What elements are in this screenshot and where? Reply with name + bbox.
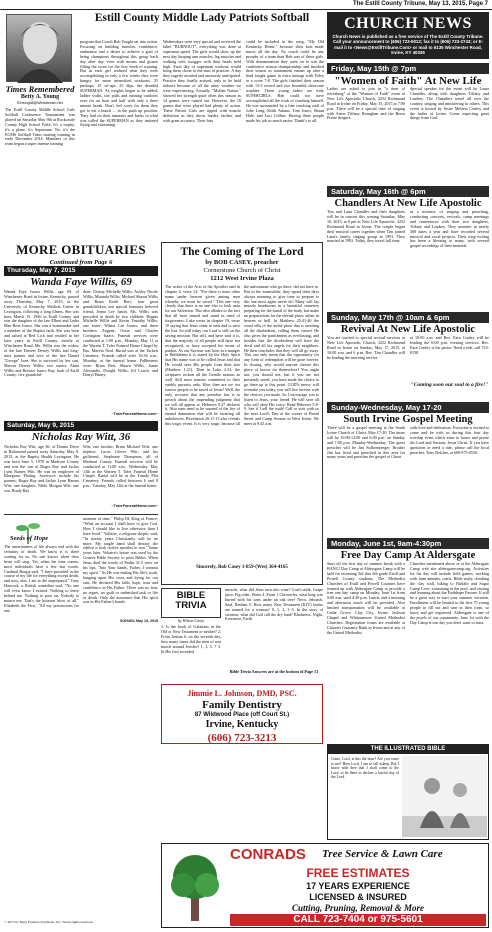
conrads-phone: CALL 723-7404 or 975-5601: [230, 914, 486, 926]
trivia-col1: 1. Is the book of Galatians in the Old or New Testament or neither? 2. From Joshua 6, on the seventh day, how many times did the men of war march around Jericho? 1, 3, 5, 7 3. In His first recorded: [161, 625, 221, 654]
conrads-service: Tree Service & Lawn Care: [322, 848, 443, 860]
author-photo: [6, 14, 72, 82]
obit1-col2: dren: Christy Michelle Willis, Ashley Nicole Willis, Miranda Willis, Michael Shawn Willis and Brian Keith Bert; four great grandchildren, one special honorary beloved friend, Jenna Lee Justin. Ms. Willis was preceded in death by two children: Regina Michelle Willis and Kevin Timothy Willis; one sister: Wilma Lee Isaacs; and three brothers: Eugene, Oscar and Charles Covington Isaacs. Funeral services were conducted at 1:00 p.m., Monday, May 11 at the Warren T. Toler Funeral Home Chapel by Bro. Marvin Neal. Burial was at the Tackett Cemetery. Friends called after 10:30 a.m., Monday, at the funeral home. Pallbearers were: Brian Bert, Shawn Willis, Jamie Alexander, Dwight Willis, Ed Couch, and Darryl Haney.: [83, 290, 158, 378]
sermon-church: Cornerstone Church of Christ: [203, 266, 281, 274]
event-title: South Irvine Gospel Meeting: [343, 414, 473, 426]
event-gospel-meeting: [327, 402, 489, 536]
church-news-intro: Church News is published as a free service of The Estill County Tribune. Call your announcement to (606) 723-5012; fax it to (606) 723-2743; or E-mail it to <News@EstillTribune.Com> or mail to 6135 Winchester Road, Irvine, KY 40336: [332, 33, 484, 56]
event-col1: There will be a gospel meeting at the South Irvine Church of Christ, May 17-20. The times will be 10:00-12:00 and 6:00 p.m. on Sunday and 7:00 p.m. Monday-Wednesday. The guest preacher will be Jim Sulhonsteeger. Brother Jim has lived and preached in this area for many years and preaches the gospel of Christ: [327, 426, 405, 460]
running-head-text: The Estill County Tribune, May 13, 2015, Page 7: [352, 1, 488, 7]
trivia-title: BIBLE TRIVIA: [175, 590, 207, 611]
footer-copyright: © 2015 by King Features Syndicate, Inc. World rights reserved.: [4, 920, 94, 924]
event-chandlers: [327, 186, 489, 310]
event-title: "Women of Faith" At New Life: [334, 75, 482, 88]
times-remembered-author: Betty A. Young: [20, 94, 60, 100]
seeds-col2: moment of time." Philip III, King of France: "What an account I shall have to give God. How I should like to live otherwise than I have lived." Voltaire, a religious skeptic said, "In twenty years Christianity will be no more. My single hand shall destroy the edifice it took twelve apostles to rear." Some years later, Voltaire's house was used by the Geneva Bible Society to print Bibles. When Jesus died the words of Psalm 31:5 were on his lips, "Into Your hands, Father, I commit my spirit." As He was ending His life's work, hanging upon His cross and dying for our sins, He declared His faith, hope, trust and confidence in His Father. There was no fear, no regret, no guilt or unfinished task or life or death. Only the assurance that His spirit was in His Father's hands.: [83, 517, 158, 605]
tree-image: [165, 847, 225, 924]
event-col2: in a ministry of singing and preaching, conducting concerts, revivals, camp meetings and conferences with their two daughters, Tiffany and Lindsey. They minister in nearly 300 dates a year and have recorded several musical and vocal projects. Their song writing has been a blessing to many, with several gospel recordings of their material.: [410, 210, 489, 249]
sermon-author: by BOB CASEY, preacher: [205, 259, 279, 267]
event-date: Saturday, May 16th @ 6pm: [327, 186, 489, 197]
conrads-name: CONRADS: [230, 846, 306, 863]
trivia-byline: by Wilson Casey: [177, 618, 205, 623]
running-head: [0, 0, 492, 10]
seeds-credit: SOH403- May 13, 2015: [120, 619, 158, 623]
event-date: Sunday-Wednesday, May 17-20: [327, 402, 489, 413]
softball-article: [4, 12, 324, 239]
softball-col1: program that Coach Bob Vaught set into action. Focusing on building muscles, confidence, endurance and a desire to achieve a goal of being champions throughout this group back day after day, even with moans and groans filling the room for the first week of training. But as each girl realized what they were accomplishing in only a few weeks they were hungry for more intensified workouts. 25 pushups, 25 sit-ups, 25 dips, the dreaded SUPERMAN. As weights began to be added, ladder walks, tire pulls and running outdoors over for an hour and half with only a three minute break. Don't feel sorry for them they got to eat a bunch ... in the push up position. They laid on their tummies and backs in what was called the SUPERMAN as they imitated flying and swimming.: [80, 40, 158, 128]
obit2-col1: Nicholas Ray Witt, age 36, of Donna Drive in Richmond passed away Saturday, May 9, 2015, at the Baptist Health Lexington. He was born June 5, 1978 in Madison County and was the son of Roger Ray and Jackie Lynn Barnes Witt. He was an employee of Bluegrass Plating. Survivors include his parents, Roger Ray and Jackie Lynn Barnes Witt; one daughter, Nikki Morgan Witt; one son, Brady Ray: [4, 445, 79, 494]
softball-col2: Wednesdays were very special and received the label "BURNOUT", everything was done at superman speed. The girls would show up the next day limping arm muscles, leg muscles and walking with swagger with their heads held high. Each day of superman workout would bring them closer to the start of practice. A day they eagerly awaited and anxiously anticipated. Practice they finally arrived, only to be held indoors because of all the rainy weather we were experiencing. Actually, "Mother Nature," showed her strength quite often this season as 14 games were rained out. However, the 18 games that were played had plenty of action. These Patriot Girls are ripped with muscle definition as they throw harder, farther, and with great accuracy. Their bats: [163, 40, 241, 123]
sermon-body: The writer of the Acts of the Apostles said in chapter 4, verse 12: "For there is none other name under heaven given among men whereby we must be saved." This one very clearly that there is no one else to look unto for our Salvation. This also alludes to the fact that all have sinned and stand in need of forgiveness. Luke wrote in chapter 19, verse 10 saying that Jesus came to seek and to save the lost. So still today our Lord is still on the saving mission. But still, and have said it is, that the majority of all people still have not recognized, or have accepted his terms of pardon. As our Saviour was born in a manger in Bethlehem it is stated by the Holy Spirit that His name was to be called Jesus and that He would save His people from their sins (Matthew 1:21). Then in Luke 2:32, the scriptures reckon all the Gentile nations as well. Still most reasons committed to their earthly pursuits only. How then are we too sorrow people to be saved of Jesus? Well, the only recourse that any preacher has is to preach about the impending judgment that we will all appear at. Hebrews 9:27 declares it. Also men need to be warned of the fire of eternal damnation that will be awaiting all unbelievers. Revelation 20:11-15 also reveals this tragic event. It is very tragic because all the unfortunate who go there, did not have to. But in the meanwhile, they spend their days always meaning to give time to prepare to die, but most again never do! Many will lay muzzle headstones in a beautiful cemetery preparing for the burial of the body, but make no preparations for the eternal place, either in heaven or hell. In Matthew 25:41-46 the worst tells of the awful place that is awaiting all the disobedient, calling them cursed. He also gives the punishment as everlasting, and besides that the disobedient will have the devil and all his angels for their neighbors. He then concludes that they will all go away. This can only mean that the opportunity for any form of redemption will be gone forever. In closing, why would anyone choose this place of horror for themselves? You ought not, you should not, but if you are not presently saved, you have made the choice to go there up to this point. GOD'S mercy will overtake you today, you will live forever with the choices you made. So I encourage you to listen to Jesus, your friend. He will save all who will obey His voice. Read Hebrews 5:8-9. See if I tell the truth! Call or visit with us the next Lord's Day at the corner of Broad Street and Camp Avenue in West Irvine. We meet at 9:45 a.m.: [165, 284, 319, 427]
obit-date-1: Thursday, May 7, 2015: [4, 266, 158, 276]
church-news: [327, 12, 489, 59]
event-revival: [327, 312, 489, 400]
event-title: Free Day Camp At Aldersgate: [340, 550, 476, 562]
event-col2: with love and dedication. Everyone is invited to come and be with us during this four day worship event which aims to honor and praise the Lord and Saviour, Jesus Christ. If you have questions or need a ride, please call the local preacher, Tony Belcher, at 606-975-0550.: [410, 426, 489, 455]
bible-trivia: [161, 588, 323, 680]
times-remembered: [4, 12, 76, 239]
illustrated-bible-text: Come, Lord, is this the hour? Are you come to me? Hear Lord, I am to fall asleep. But I know with thee that I shall come to the Lord, to be there to declare a lawful day of the Lord.: [331, 757, 399, 780]
event-title: Chandlers At New Life Apostolic: [334, 198, 482, 210]
softball-headline: Estill County Middle Lady Patriots Softball: [94, 12, 310, 24]
event-col2: Churches mentioned above or at the Aldersgate Camp web site aldersgatecamp.org. Activities for the day will include field games, working with farm animals, crafts, Bible study, climbing the clay wall, biking to Buffalo and Sugar Camp Cove, swimming in the pool, and visiting and learning about the Faithhope Pasture. It will be a great way to start your summer vacation. Enrollment will be limited to the first 75 young people to fill out and turn in their form, so hurry and get registered. Aldersgate is one of the jewels of our community. June 1st with the Day Camp is one day you don't want to miss.: [410, 562, 489, 625]
more-obits-title: MORE OBITUARIES: [16, 242, 146, 257]
conrads-work: Cutting, Pruning, Removal & More: [291, 903, 425, 913]
seeds-col1: The uncertainties of life always end with the certainty of death. We know it is there waiting for us. No one knows when their heart will stop. Yet, when the time comes, most individuals have a few last words. Cardinal Borgia said, "I have provided in the course of my life for everything except death, and now, alas, I am to die unprepared." Tony Hancock, a British comedian said, "No one will even know I existed. Nothing to leave behind me. Nothing to pass on. Nobody to mourn me. That's the bitterest blow of all." Elizabeth the First, "All my possessions for one: [4, 545, 79, 613]
dentist-specialty: Family Dentistry: [202, 698, 282, 711]
portrait-image: [7, 15, 73, 83]
sermon-title: The Coming of The Lord: [180, 246, 304, 258]
event-women-of-faith: [327, 63, 489, 184]
obit-name-2: Nicholas Ray Witt, 36: [31, 431, 131, 443]
illustration-image: [402, 756, 487, 837]
obit2-credit: ~TolerFuneralHome.com~: [111, 504, 158, 508]
event-col1: Tim and Lana Chandler and their daughters will be in concert this coming Saturday, May 16, 2015, at 6 pm at New Life Apostolic, 3252 Richmond Road in Irvine. The couple began their musical career together when Tim joined Lana's family singing group in 1991. They married in 1992. Today, they travel full time: [327, 210, 405, 244]
church-news-header: [327, 12, 489, 59]
obit1-credit: ~TolerFuneralHome.com~: [111, 412, 158, 416]
event-col1: Ladies are asked to join in "a time of refreshing" at the "Women of Faith" event at New Life Apostolic Church, 3252 Richmond Road in Irvine on Friday, May 15, 2015 at 7:00 p.m. There will be a special time of singing with Sister Tiffany Honaghan and the Berea Praise Singers.: [327, 87, 405, 121]
obit-date-2: Saturday, May 9, 2015: [4, 421, 158, 431]
event-date: Friday, May 15th @ 7pm: [327, 63, 489, 74]
obit2-col2: Witt; one brother, Brian Michael Witt; one nephew, Lucas Glover Witt; and his girlfriend, Stephanie Thompson, all of Madison County. Funeral services will be conducted at 11:00 a.m., Wednesday, May 13th at the Warren T. Toler Funeral Home Chapel. Burial will be at the Family Plot Cemetery. Friends called between 6 and 9 p.m., Tuesday, May 12th at the funeral home.: [83, 445, 158, 489]
softball-col3: could be included in the song, "My Old Kentucky Home," because their bats made music all the day. No coach could be any prouder of a team than Bob was of these girls. With determination they went on to win the conference season championship and finished their season as tournament runner up after a hard fought game in extra innings with Foley to a score 7-8. The girls finished their season with 13-3 record and two beautiful showcase trophies. These young ladies are truly SUPERGIRLS. Bob could not have accomplished all the work of coaching himself. He was surrounded by a fine coaching staff of Jolie Long, Keith Adams, Tom Jones, Shaun Hale, and Lori Collins. Having these people made his job so much easier. Thank's to all.: [246, 40, 324, 123]
sermon-box: [161, 242, 323, 585]
dentist-city: Irvine, Kentucky: [205, 719, 279, 731]
conrads-ad: [161, 843, 489, 928]
event-date: Monday, June 1st, 9am-4:30pm: [327, 538, 489, 549]
event-title: Revival At New Life Apostolic: [340, 324, 476, 336]
bible-scene-icon: [402, 756, 487, 837]
sermon-address: 1212 West Irvine Plaza: [210, 274, 274, 282]
conrads-insured: LICENSED & INSURED: [309, 892, 407, 902]
dentist-phone: (606) 723-3213: [207, 731, 277, 744]
seeds-title: Seeds of Hope: [9, 535, 49, 542]
trivia-logo: [161, 588, 221, 618]
illustrated-bible-title: THE ILLUSTRATED BIBLE: [328, 745, 488, 754]
event-quote: "Coming soon our soul to a fire!": [410, 382, 489, 388]
church-news-title: CHURCH NEWS: [344, 15, 472, 32]
dentist-name: Jimmie L. Johnson, DMD, PSC.: [187, 689, 297, 698]
sermon-sign: Sincerely, Bob Casey 1-859-(Wes) 364-4165: [196, 564, 288, 570]
more-obits-subtitle: Continued from Page 6: [49, 258, 113, 266]
dentist-address: 87 Wildwood Place (off Court St.): [194, 712, 290, 719]
illustrated-bible: [327, 744, 489, 840]
event-col1: You are invited to special revival services at New Life Apostolic Church, 3252 Richmond Road in Irvine on Sunday, May 17, 2015, at 10:00 a.m. and 6 p.m. Rev. Tim Chandler will be leading the morning service: [327, 336, 405, 360]
obit-name-1: Wanda Faye Willis, 69: [30, 276, 132, 288]
trivia-answers: Bible Trivia Answers are at the bottom of Page 13: [229, 669, 319, 674]
event-day-camp: [327, 538, 489, 741]
conrads-estimates: FREE ESTIMATES: [306, 866, 410, 880]
event-col2: Special speaker for the event will be Laura Chandler, along with daughters Tiffany and Lindsey. The Chandlers travel all over the country, singing and ministering to others. This event is hosted by Sister Melissa Conley and the ladies of Irvine. Come expecting great things from God.: [410, 87, 489, 121]
dentist-ad: [161, 684, 323, 744]
author-email: BYoung58@Windstream.Net: [17, 101, 63, 105]
trivia-col2: miracle, what did Jesus turn into wine? Goat's milk, Grape juice, Fig cider, Water 4. From 1 Chronicles, what king was buried with his sons under an oak tree? Neco, Jehoash, Saul, Reuben 5. How many New Testament (KJV) books are named for a woman? 0, 1, 2, 3 6. In the story of creation, what did God call the dry land? Blackness, Night, Evermore, Earth: [225, 588, 323, 622]
tree-icon: [165, 847, 225, 924]
times-remembered-title: Times Remembered: [5, 84, 75, 94]
conrads-experience: 17 YEARS EXPERIENCE: [306, 881, 410, 891]
more-obituaries: [4, 242, 158, 625]
seeds-of-hope: [4, 514, 158, 625]
event-date: Sunday, May 17th @ 10am & 6pm: [327, 312, 489, 323]
obit1-col1: Wanda Faye Isaacs Willis, age 69, of Winchester Road in Irvine, Kentucky, passed away Thursday, May 7, 2015, at the University of Kentucky Medical Center in Lexington, following a long illness. She was born March 15, 1946 in Estill County and was the daughter of the late Elbert and Letha Mae Rose Isaacs. She was a homemaker and a member of the Baptist faith. She was born and raised at Red Lick and resided in her later years in Estill County, mostly at Winchester Road. Ms. Willis was the widow of the late Denver Dewey Willis and long-time partner and love of the late Daniel "George" Ison. She is survived by her son, Marvin Dewey Willis; two sisters: Alma Willis and Bernice Isaacs Ray, both of Estill County; five grandchil-: [4, 290, 79, 378]
event-col1: Start off the first day of summer break with a BANG! Day Camp at Aldersgate Camp will be held for incoming 3rd thru 6th grade Estill and Powell County students. The Methodist Churches of Estill and Powell Counties have teamed up with Aldersgate Camp to provide a free one day camp on Monday, June 1st from 9:00 a.m. until 4:30 p.m. Lunch, and a morning and afternoon snack will be provided. Also limited transportation will be available at Cedar Grove, Clay City, Irvine, Jackson Chapel and Whitesamore United Methodist Churches. Registration forms are available at Citizen's Guaranty Bank in Irvine and at any of the United Methodist: [327, 562, 405, 635]
times-remembered-body: The Estill County Middle School Girls Softball Conference Tournament was played on Saturday May 9th at Rockcastle County High School Field. It's a trophy, it's a plane, it's Superman. No, it's the ECMS Softball Team starting training in early December 2014. Members of this team began a super intense training: [5, 108, 75, 147]
event-col2: at 10:00 a.m. and Rev. Ezra Conley will be leading the 6:00 p.m. evening services. Rev. Ezra Conley is the pastor. Need a ride, call 723-0158.: [410, 336, 489, 355]
